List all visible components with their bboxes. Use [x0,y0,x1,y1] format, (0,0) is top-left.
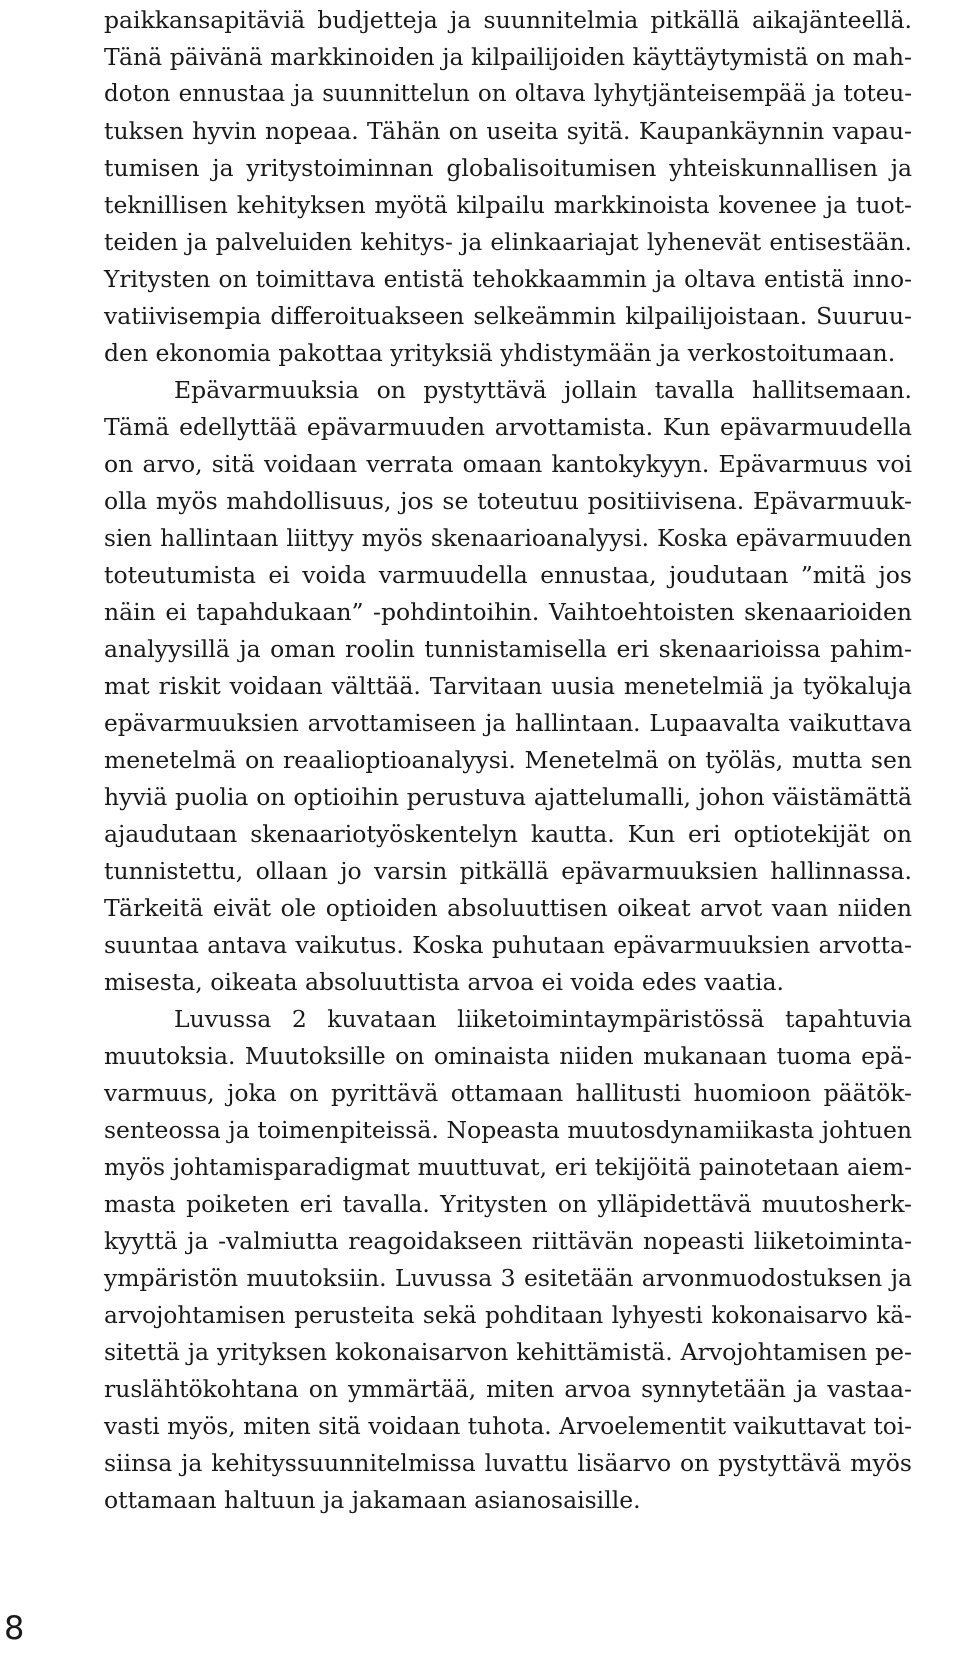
page-number: 8 [4,1609,25,1647]
text-line: analyysillä ja oman roolin tunnistamisella eri skenaarioissa pahim- [104,635,912,663]
text-line: paikkansapitäviä budjetteja ja suunnitelmia pitkällä aikajänteellä. [104,6,912,34]
text-line: Epävarmuuksia on pystyttävä jollain tavalla hallitsemaan. [174,376,912,404]
text-line: ottamaan haltuun ja jakamaan asianosaisille. [104,1486,641,1514]
text-line: varmuus, joka on pyrittävä ottamaan hallitusti huomioon päätök- [104,1079,912,1107]
text-line: senteossa ja toimenpiteissä. Nopeasta muutosdynamiikasta johtuen [104,1116,912,1144]
text-line: toteutumista ei voida varmuudella ennustaa, joudutaan ”mitä jos [104,561,912,589]
text-line: kyyttä ja -valmiutta reagoidakseen riittävän nopeasti liiketoiminta- [104,1227,912,1255]
text-line: doton ennustaa ja suunnittelun on oltava lyhytjänteisempää ja toteu- [104,81,912,107]
text-line: Yritysten on toimittava entistä tehokkaammin ja oltava entistä inno- [104,266,912,293]
text-line: näin ei tapahdukaan” -pohdintoihin. Vaihtoehtoisten skenaarioiden [104,598,912,626]
text-line: tunnistettu, ollaan jo varsin pitkällä epävarmuuksien hallinnassa. [104,857,912,885]
text-line: den ekonomia pakottaa yrityksiä yhdistymään ja verkostoitumaan. [104,339,896,367]
text-line: arvojohtamisen perusteita sekä pohditaan lyhyesti kokonaisarvo kä- [104,1302,912,1329]
text-line: muutoksia. Muutoksille on ominaista niiden mukanaan tuoma epä- [104,1042,912,1070]
text-line: tuksen hyvin nopeaa. Tähän on useita syitä. Kaupankäynnin vapau- [104,117,912,145]
text-line: teknillisen kehityksen myötä kilpailu markkinoista kovenee ja tuot- [104,191,912,219]
text-line: ajaudutaan skenaariotyöskentelyn kautta. Kun eri optiotekijät on [104,820,912,848]
text-line: Tärkeitä eivät ole optioiden absoluuttisen oikeat arvot vaan niiden [104,894,912,922]
text-line: masta poiketen eri tavalla. Yritysten on ylläpidettävä muutosherk- [104,1190,912,1218]
text-line: mat riskit voidaan välttää. Tarvitaan uusia menetelmiä ja työkaluja [104,672,912,700]
text-line: teiden ja palveluiden kehitys- ja elinkaariajat lyhenevät entisestään. [104,229,912,256]
text-line: Tänä päivänä markkinoiden ja kilpailijoiden käyttäytymistä on mah- [104,43,912,71]
text-line: ympäristön muutoksiin. Luvussa 3 esitetään arvonmuodostuksen ja [104,1264,912,1292]
text-line: vatiivisempia differoituakseen selkeämmin kilpailijoistaan. Suuruu- [104,302,912,330]
text-line: epävarmuuksien arvottamiseen ja hallintaan. Lupaavalta vaikuttava [104,710,912,737]
text-line: Luvussa 2 kuvataan liiketoimintaympäristössä tapahtuvia [174,1005,912,1033]
text-line: Tämä edellyttää epävarmuuden arvottamista. Kun epävarmuudella [104,413,912,441]
text-line: siinsa ja kehityssuunnitelmissa luvattu lisäarvo on pystyttävä myös [104,1449,912,1477]
text-line: myös johtamisparadigmat muuttuvat, eri tekijöitä painotetaan aiem- [104,1154,912,1181]
text-line: ruslähtökohtana on ymmärtää, miten arvoa synnytetään ja vastaa- [104,1375,912,1403]
text-line: sien hallintaan liittyy myös skenaarioanalyysi. Koska epävarmuuden [104,525,912,552]
text-line: suuntaa antava vaikutus. Koska puhutaan epävarmuuksien arvotta- [104,931,912,959]
text-line: hyviä puolia on optioihin perustuva ajattelumalli, johon väistämättä [104,783,912,811]
text-line: menetelmä on reaalioptioanalyysi. Menetelmä on työläs, mutta sen [104,746,912,774]
text-line: tumisen ja yritystoiminnan globalisoitumisen yhteiskunnallisen ja [104,154,912,182]
text-line: sitettä ja yrityksen kokonaisarvon kehittämistä. Arvojohtamisen pe- [104,1338,912,1366]
text-line: on arvo, sitä voidaan verrata omaan kantokykyyn. Epävarmuus voi [104,450,912,478]
text-line: olla myös mahdollisuus, jos se toteutuu positiivisena. Epävarmuuk- [104,487,912,515]
text-line: misesta, oikeata absoluuttista arvoa ei voida edes vaatia. [104,968,785,996]
text-line: vasti myös, miten sitä voidaan tuhota. Arvoelementit vaikuttavat toi- [104,1413,912,1440]
